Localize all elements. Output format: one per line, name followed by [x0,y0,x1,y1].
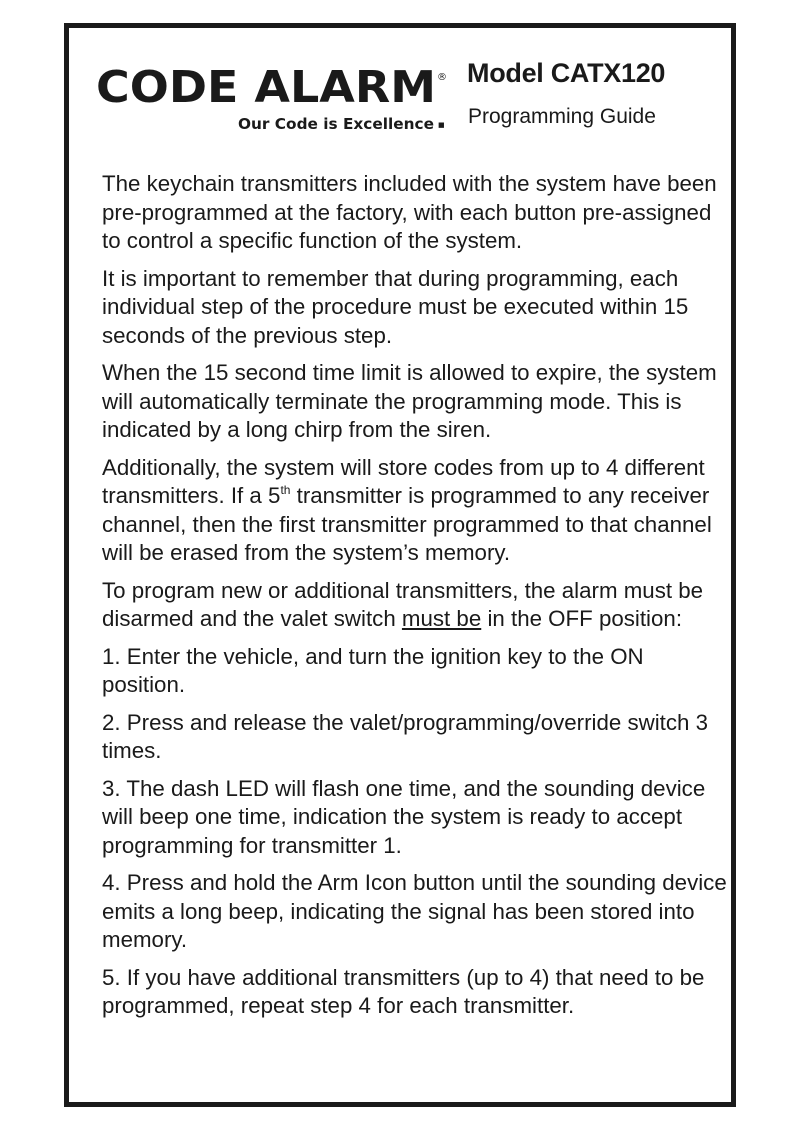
step-item: 4. Press and hold the Arm Icon button until the sounding device emits a long beep, indicating the signal has been stored into memory. [102,870,727,952]
logo-wordmark: CODE ALARM [96,62,436,113]
step-item: 1. Enter the vehicle, and turn the ignition key to the ON position. [102,643,644,697]
intro-paragraph [102,454,727,568]
logo-trademark: ■ [438,121,445,129]
intro-paragraph [102,577,727,634]
text-run: Additionally, the system will store codes from up to 4 different transmitters. If a 5 [102,454,705,508]
model-title: Model CATX120 [467,58,666,88]
text-run: To program new or additional transmitters, the alarm must be disarmed and the valet switch [102,577,704,631]
guide-subtitle: Programming Guide [468,105,656,128]
intro-paragraph: When the 15 second time limit is allowed to expire, the system will automatically terminate the programming mode. This is indicated by a long chirp from the siren. [102,360,717,442]
text-run: in the OFF position: [481,606,683,631]
step-item: 3. The dash LED will flash one time, and the sounding device will beep one time, indication the system is ready to accept programming for transmitter 1. [102,775,706,858]
text-run: transmitter is programmed to any receiver channel, then the first transmitter programmed to that channel will be erased from the system’s memory. [102,483,712,565]
underlined-emphasis: must be [401,606,482,631]
intro-paragraph: The keychain transmitters included with the system have been pre-programmed at the factory, with each button pre-assigned to control a specific function of the system. [102,171,717,253]
header [92,52,692,142]
step-item: 5. If you have additional transmitters (up to 4) that need to be programmed, repeat step 4 for each transmitter. [102,964,705,1018]
logo-tagline: Our Code is Excellence [238,115,434,133]
ordinal-suffix: th [280,483,291,497]
logo-registered-mark: ® [437,72,447,83]
step-item: 2. Press and release the valet/programming/override switch 3 times. [102,709,709,763]
code-alarm-logo [92,60,457,140]
intro-paragraph: It is important to remember that during programming, each individual step of the procedure must be executed within 15 seconds of the previous step. [102,265,689,348]
guide-body [102,170,727,1030]
